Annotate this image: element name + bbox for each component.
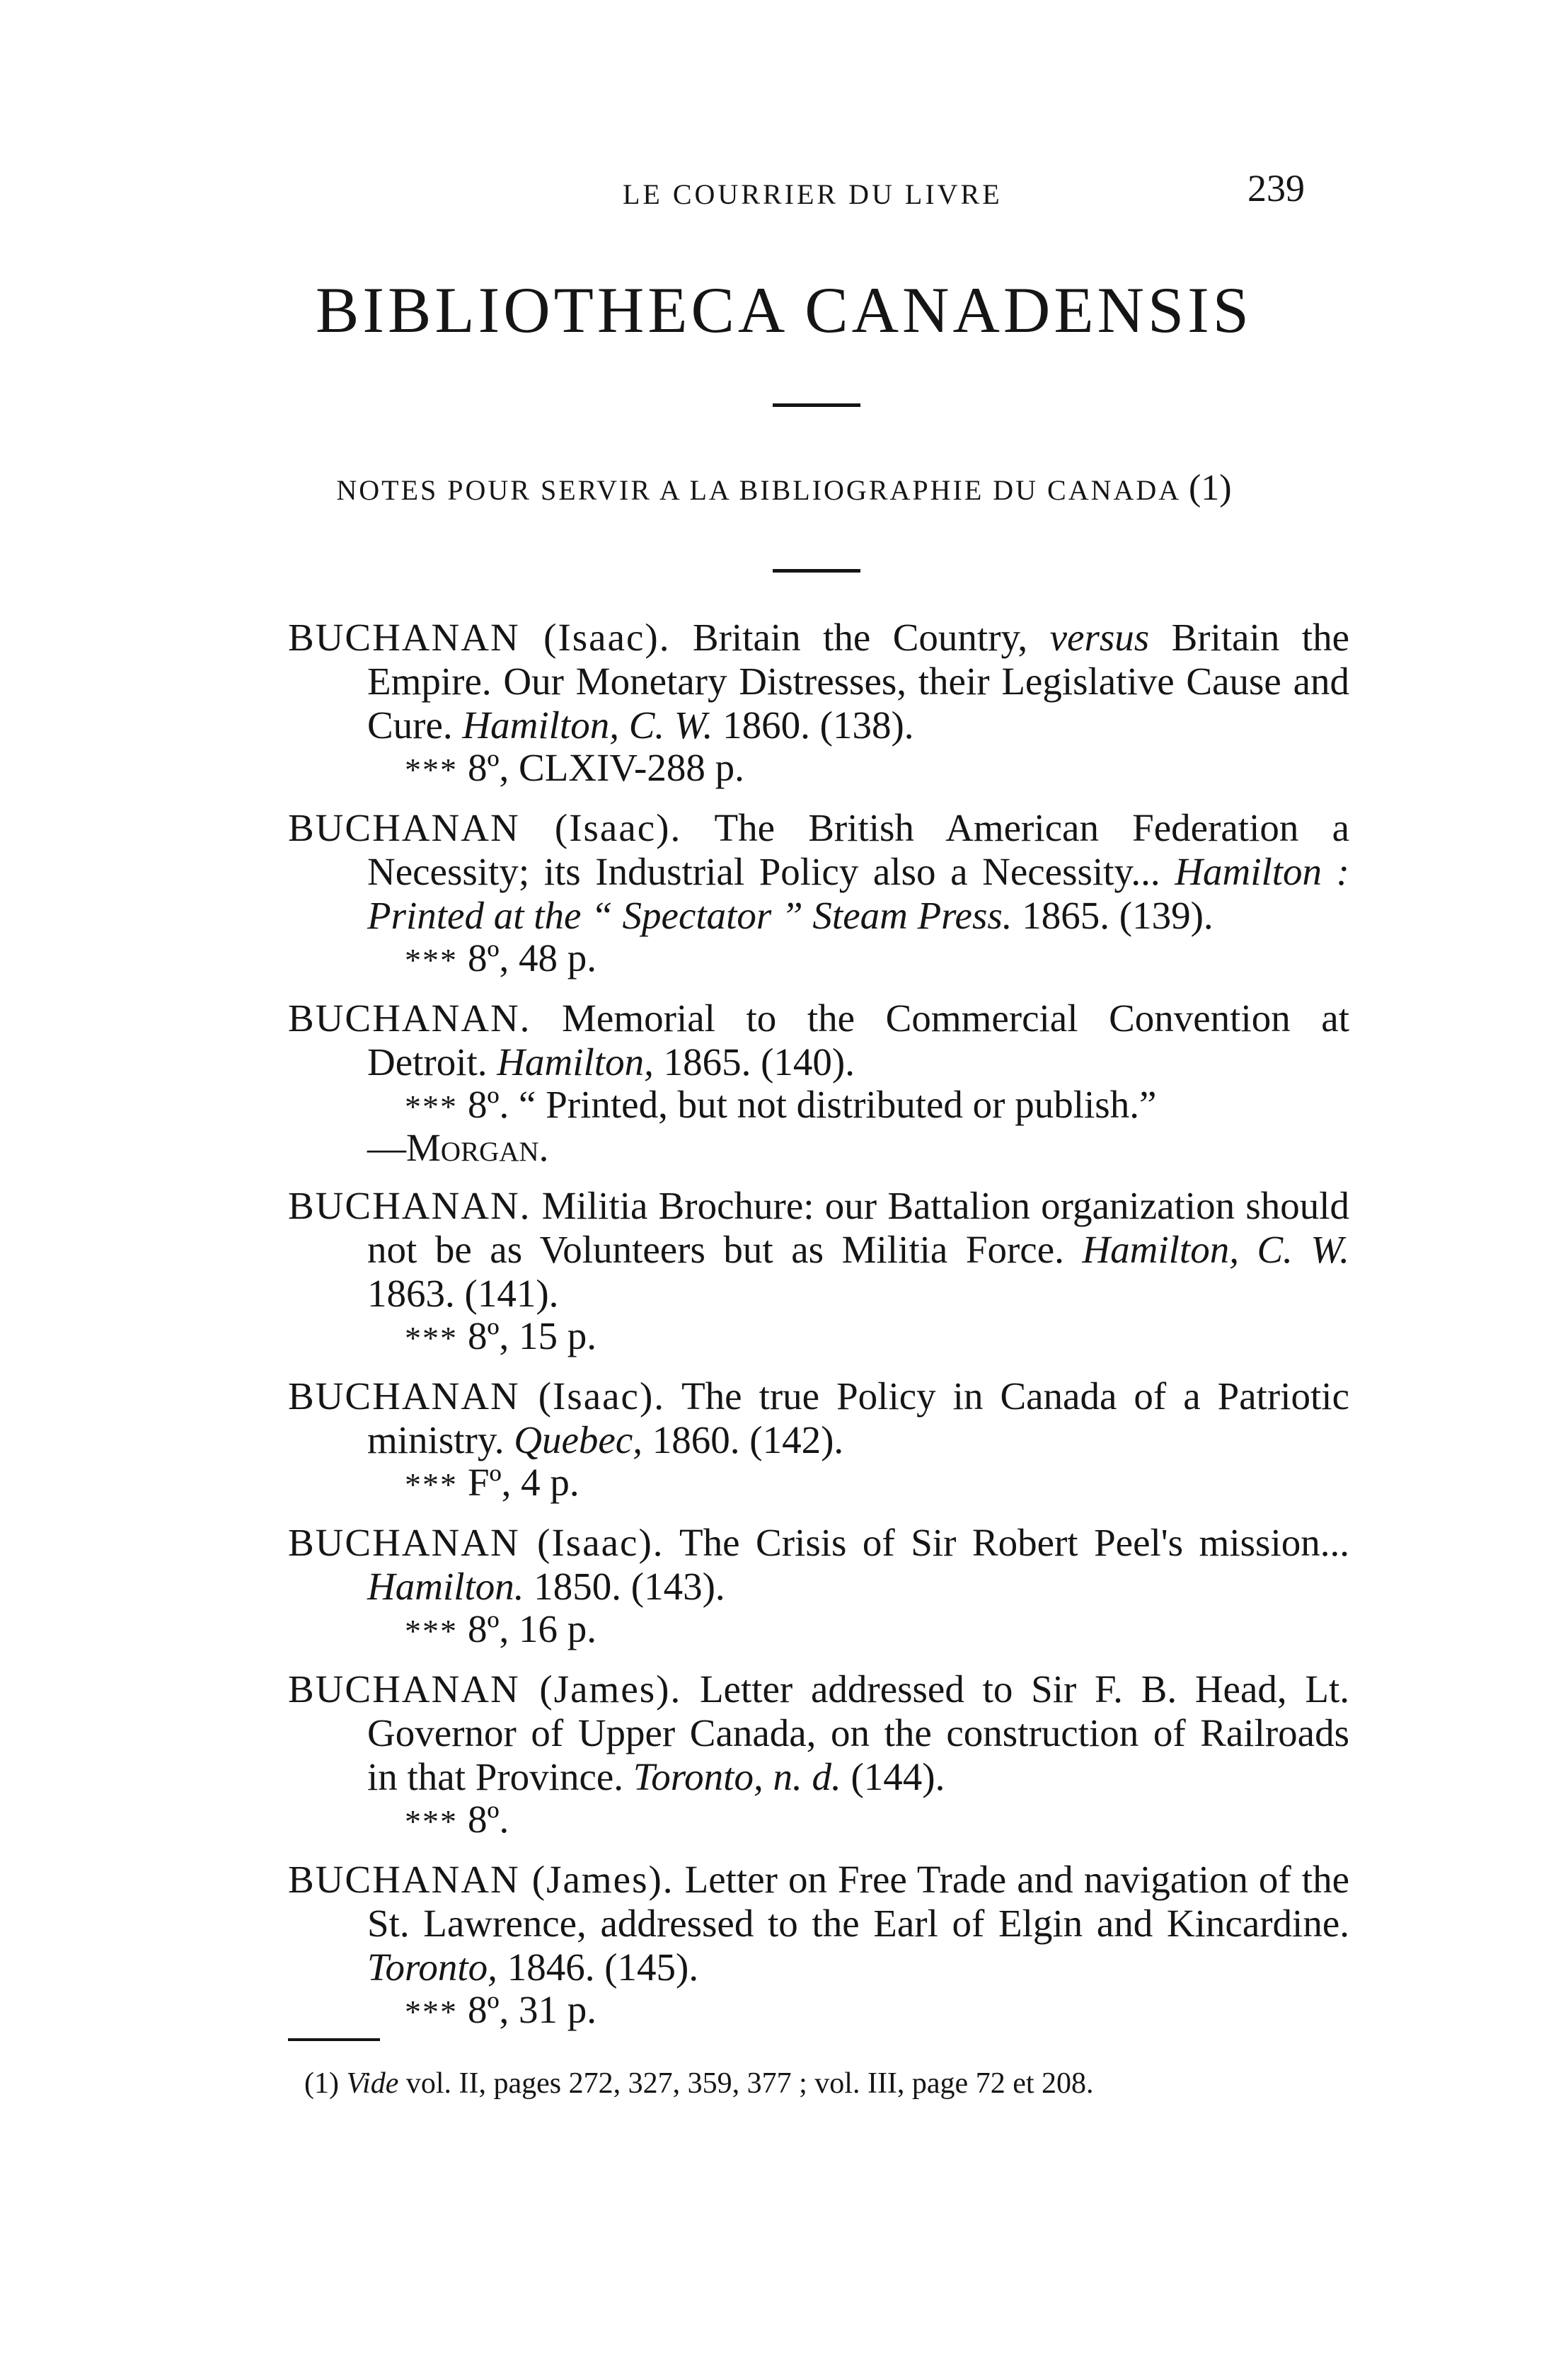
entry-imprint: Hamilton, C. W. <box>462 703 713 747</box>
entry-heading: BUCHANAN (Isaac). <box>288 806 682 849</box>
entry-heading: BUCHANAN. <box>288 1184 531 1227</box>
entry-imprint: Hamilton, C. W. <box>1082 1228 1349 1271</box>
entry-body: The Crisis of Sir Robert Peel's mission... <box>679 1521 1349 1564</box>
entry-imprint: Quebec, <box>514 1418 642 1461</box>
format-pages: 8º. “ Printed, but not distributed or publish.” <box>468 1083 1157 1126</box>
entry-text <box>288 996 1349 1084</box>
entry-heading: BUCHANAN (Isaac). <box>288 616 671 659</box>
entry-imprint: Hamilton, <box>497 1040 654 1084</box>
page-number: 239 <box>1247 167 1305 209</box>
bibliography-entries <box>288 616 1349 2048</box>
entry-text <box>288 1184 1349 1316</box>
bibliography-entry <box>288 1521 1349 1652</box>
entry-date: 1860. (138). <box>713 703 914 747</box>
asterism: *** <box>405 1994 458 2030</box>
running-head <box>0 165 1568 214</box>
format-pages: 8º, 15 p. <box>468 1314 597 1357</box>
entry-date: 1865. (139). <box>1012 894 1214 937</box>
footnote <box>304 2067 1094 2101</box>
entry-date: 1863. (141). <box>367 1272 559 1315</box>
bibliography-entry <box>288 616 1349 791</box>
entry-description <box>288 1316 1349 1359</box>
entry-description <box>288 747 1349 791</box>
subtitle-note-mark: (1) <box>1188 468 1232 508</box>
bibliography-entry <box>288 1858 1349 2033</box>
entry-description <box>288 1084 1349 1127</box>
entry-date: 1860. (142). <box>642 1418 844 1461</box>
entry-heading: BUCHANAN (James). <box>288 1858 674 1901</box>
entry-heading: BUCHANAN. <box>288 996 531 1040</box>
format-pages: 8º, 16 p. <box>468 1607 597 1650</box>
entry-body: The true Policy in Canada of a Patriotic ministry. <box>367 1374 1349 1461</box>
main-title: BIBLIOTHECA CANADENSIS <box>316 274 1252 346</box>
entry-description <box>288 1609 1349 1652</box>
bibliography-entry <box>288 1184 1349 1359</box>
format-pages: 8º. <box>468 1798 509 1841</box>
format-pages: 8º, CLXIV-288 p. <box>468 746 744 789</box>
entry-body: Britain the Empire. Our Monetary Distresses, their Legislative Cause and Cure. <box>367 616 1349 747</box>
title-rule <box>773 403 860 407</box>
entry-heading: BUCHANAN (James). <box>288 1667 682 1711</box>
entry-date: 1865. (140). <box>653 1040 855 1084</box>
bibliography-entry <box>288 1667 1349 1842</box>
asterism: *** <box>405 752 458 788</box>
entry-italic: versus <box>1049 616 1150 659</box>
subtitle-text: NOTES POUR SERVIR A LA BIBLIOGRAPHIE DU CANADA <box>336 474 1180 506</box>
footnote-rule <box>288 2038 380 2041</box>
entry-body: The British American Federation a Necessity; its Industrial Policy also a Necessity... <box>367 806 1349 893</box>
entry-attribution: —Morgan. <box>367 1126 549 1169</box>
entry-body: Letter addressed to Sir F. B. Head, Lt. Governor of Upper Canada, on the construction of Railroads in that Province. <box>367 1667 1349 1798</box>
entry-imprint: Toronto, <box>367 1946 497 1989</box>
entry-body: Britain the Country, <box>692 616 1050 659</box>
entry-text <box>288 1521 1349 1609</box>
entry-description <box>288 1799 1349 1842</box>
subtitle <box>0 467 1568 509</box>
entry-date: 1846. (145). <box>497 1946 699 1989</box>
asterism: *** <box>405 1613 458 1649</box>
format-pages: 8º, 48 p. <box>468 936 597 979</box>
asterism: *** <box>405 1320 458 1356</box>
entry-description <box>288 1462 1349 1505</box>
entry-body: Letter on Free Trade and navigation of the St. Lawrence, addressed to the Earl of Elgin and Kincardine. <box>367 1858 1350 1945</box>
footnote-mark: (1) <box>304 2067 339 2100</box>
entry-heading: BUCHANAN (Isaac). <box>288 1374 666 1418</box>
entry-imprint: Hamilton : Printed at the “ Spectator ” Steam Press. <box>367 850 1349 937</box>
entry-body: Memorial to the Commercial Convention at Detroit. <box>367 996 1350 1084</box>
asterism: *** <box>405 1466 458 1502</box>
entry-heading: BUCHANAN (Isaac). <box>288 1521 664 1564</box>
asterism: *** <box>405 1088 458 1125</box>
entry-description <box>288 938 1349 981</box>
footnote-italic: Vide <box>346 2067 399 2100</box>
entry-text <box>288 616 1349 747</box>
subtitle-rule <box>773 569 860 573</box>
entry-text <box>288 1374 1349 1462</box>
entry-description <box>288 1989 1349 2033</box>
entry-text <box>288 1667 1349 1799</box>
format-pages: 8º, 31 p. <box>468 1988 597 2031</box>
asterism: *** <box>405 942 458 978</box>
entry-text <box>288 1858 1349 1989</box>
bibliography-entry <box>288 1374 1349 1505</box>
entry-body: Militia Brochure: our Battalion organization should not be as Volunteers but as Militia Force. <box>367 1184 1349 1271</box>
footnote-text: vol. II, pages 272, 327, 359, 377 ; vol. III, page 72 et 208. <box>398 2067 1094 2100</box>
running-head-title: LE COURRIER DU LIVRE <box>623 178 1003 210</box>
bibliography-entry <box>288 806 1349 981</box>
format-pages: Fº, 4 p. <box>468 1461 580 1504</box>
entry-date: 1850. (143). <box>524 1565 725 1608</box>
entry-text <box>288 806 1349 938</box>
asterism: *** <box>405 1803 458 1839</box>
entry-date: (144). <box>841 1755 945 1798</box>
entry-imprint: Toronto, n. d. <box>633 1755 841 1798</box>
entry-imprint: Hamilton. <box>367 1565 524 1608</box>
bibliography-entry <box>288 996 1349 1168</box>
